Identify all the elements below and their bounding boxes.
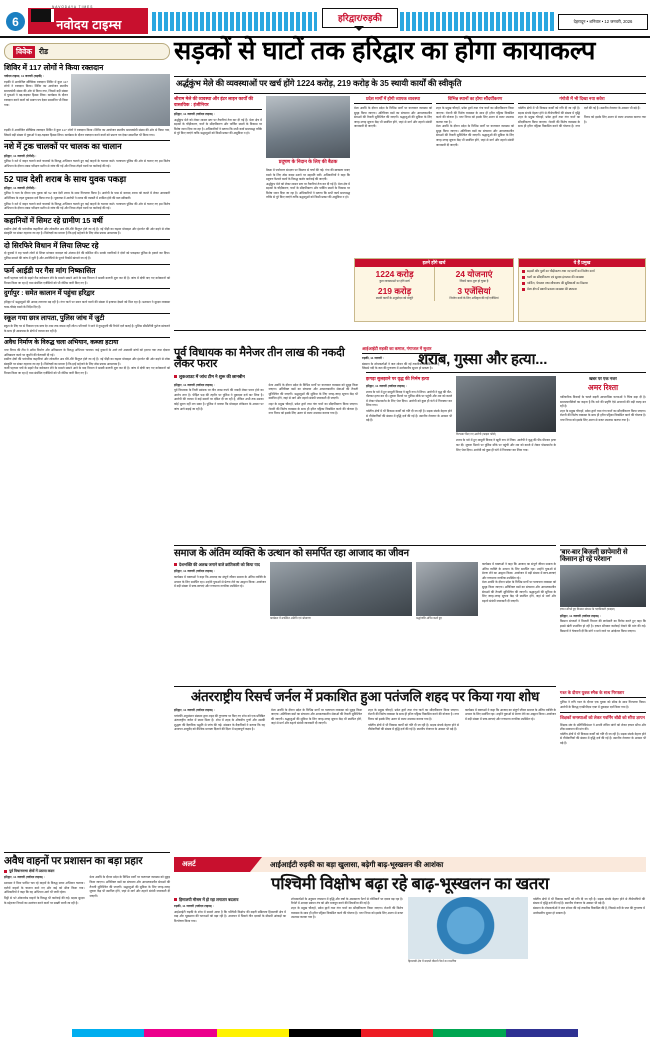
alert-strip-text: आईआईटी रुड़की का बड़ा खुलासा, बढ़ेगी बाढ़-भूस्खलन की आशंका: [270, 860, 444, 869]
lead-col4-text: शहर के प्रमुख चौराहों, प्रवेश द्वारों तथा गंगा घाटों का सौंदर्यीकरण किया जाएगा। रोशनी की विशेष व्यवस्था के साथ ही हरित पट्टिका विकसित करने की योजना है। नगर निगम को इसके लिए अलग से बजट उपलब्ध कराया गया है।: [436, 106, 514, 124]
story-patanjali-text-b: मेला अवधि के दौरान प्रदेश के विभिन्न मार्गों पर यातायात व्यवस्था को सुदृढ़ किया जाएगा। अतिरिक्त बसों का संचालन और आपातकालीन सेवाओं की तैनाती सुनिश्चित की जाएगी। श्रद्धालुओं की सुविधा के लिए जगह-जगह सूचना केंद्र भी स्थापित होंगे, जहां से मार्ग और ठहरने संबंधी जानकारी दी जाएगी।: [271, 707, 362, 726]
story-bijli-text: किसान संगठनों ने बिजली विभाग की छापेमारी का विरोध करते हुए कहा कि इससे खेती प्रभावित हो रही है। ज्ञापन सौंपकर कार्रवाई रोकने की मांग की गई। किसानों ने चेतावनी दी कि मांगें न माने जाने पर आंदोलन किया जाएगा।: [560, 619, 646, 633]
bullet-icon: [522, 288, 525, 291]
story-samaj-caption-1: कार्यक्रम में उपस्थित अतिथि एवं श्रोतागण: [270, 616, 311, 621]
number-caption-0: कुल व्यवस्थाओं पर होंगे खर्च: [379, 279, 410, 284]
lead-col2-text: बैठक में पर्यावरण संरक्षण पर विस्तार से चर्चा की गई। गंगा की स्वच्छता बनाए रखने के लिए ठोस कदम उठाने पर सहमति बनी। अधिकारियों ने कहा कि प्रदूषण फैलाने वालों के विरुद्ध कठोर कार्रवाई की जाएगी।: [266, 167, 350, 182]
story-samaj-text: कार्यक्रम में वक्ताओं ने कहा कि आजाद का संपूर्ण जीवन समाज के अंतिम व्यक्ति के उत्थान के लिए समर्पित रहा। उन्होंने युवाओं से प्रेरणा लेने का आह्वान किया। आयोजन में बड़ी संख्या में छात्र-छात्राएं और गणमान्य नागरिक उपस्थित रहे।: [174, 575, 266, 589]
story-bijli: [560, 549, 646, 634]
story-samaj-bullet: देशभक्ति की अलख जगाने वाले क्रांतिकारी को किया याद: [179, 562, 260, 568]
bullet-icon: [174, 898, 177, 901]
story-samaj-photo-1: [270, 562, 412, 616]
story-patanjali-text-e: कार्यक्रम में वक्ताओं ने कहा कि आजाद का संपूर्ण जीवन समाज के अंतिम व्यक्ति के उत्थान के लिए समर्पित रहा। उन्होंने युवाओं से प्रेरणा लेने का आह्वान किया। आयोजन में बड़ी संख्या में छात्र-छात्राएं और गणमान्य नागरिक उपस्थित रहे।: [465, 707, 556, 721]
story-sharab-right-title: अमर रिश्ता: [587, 383, 619, 392]
story-sharab-dateline: हरिद्वार, 11 जनवरी (नवोदय टाइम्स) :: [366, 383, 407, 388]
left-story6-headline: फर्म आईडी पर गैस मांग निष्कासित: [4, 265, 96, 275]
cmyk-swatch: [144, 1029, 216, 1037]
story-patanjali-dateline: हरिद्वार, 11 जनवरी (नवोदय टाइम्स) :: [174, 707, 215, 712]
story-sharab-photo-caption: गिरफ्तार किए गए आरोपी (फाइल फोटो): [456, 432, 496, 436]
lead-photo: [266, 96, 350, 158]
left-story2-dateline: हरिद्वार, 11 जनवरी (ऐजेंसी) :: [4, 153, 37, 158]
story-mla-bullet: लुकआउट में जांच टीम ने शुरू की छानबीन: [179, 373, 245, 379]
story-samaj-photo-2: [416, 562, 478, 616]
lead-col1-text: अर्द्धकुंभ मेले को लेकर शासन स्तर पर तैयारियां तेज कर दी गई हैं। मेला क्षेत्र में सड़कों के चौड़ीकरण, घाटों के सौंदर्यीकरण और पार्किंग स्थलों के विकास पर विशेष ध्यान दिया जा रहा है। अधिकारियों ने बताया कि सभी कार्य समयबद्ध तरीके से पूरे किए जाएंगे ताकि श्रद्धालुओं को किसी प्रकार की असुविधा न हो।: [174, 117, 262, 136]
story-alert-text-3: पर्वतीय क्षेत्रों में भी विकास कार्यों को गति दी जा रही है। सड़क संपर्क बेहतर होने से तीर्थयात्रियों की संख्या में वृद्धि दर्ज की गई है। स्थानीय रोजगार के अवसर भी बढ़े हैं।: [533, 896, 645, 906]
story-iit-kicker: आईआईटी रुड़की का कमाल, गंगाजल में सुधार: [362, 346, 440, 354]
cmyk-registration-bar: [0, 1029, 650, 1037]
lead-col5-text-b: शहर के प्रमुख चौराहों, प्रवेश द्वारों तथा गंगा घाटों का सौंदर्यीकरण किया जाएगा। रोशनी की विशेष व्यवस्था के साथ ही हरित पट्टिका विकसित करने की योजना है। नगर निगम को इसके लिए अलग से बजट उपलब्ध कराया गया है।: [518, 115, 646, 129]
story-sharab-right-kicker: खबर पर एक नजर: [589, 376, 617, 381]
lead-headline: सड़कों से घाटों तक हरिद्वार का होगा कायाकल्प: [174, 37, 596, 65]
story-vehicles: [4, 856, 170, 905]
section-divider-5: [4, 852, 170, 853]
logo-title: नवोदय टाइम्स: [56, 18, 122, 32]
lead-col-1: [174, 96, 262, 137]
alert-tag: अलर्ट: [174, 857, 250, 872]
numbers-panel: [354, 258, 514, 322]
left-story1-photo: [71, 74, 170, 126]
story-samaj-headline: समाज के अंतिम व्यक्ति के उत्थान को समर्पित रहा आजाद का जीवन: [174, 548, 409, 559]
story-mla-text: पूर्व विधायक के निजी प्रबंधक पर तीन लाख रुपये की नकदी लेकर फरार होने का आरोप लगा है। पीड़ित पक्ष की तहरीर पर पुलिस ने मुकदमा दर्ज कर लिया है। आरोपी की तलाश में कई स्थानों पर दबिश दी जा रही है, लेकिन अभी तक उसका कोई सुराग नहीं लग सका है। पुलिस ने बताया कि मोबाइल लोकेशन के आधार पर जांच आगे बढ़ाई जा रही है।: [174, 388, 264, 411]
story-alert-text: आईआईटी रुड़की के शोध में सामने आया है कि पश्चिमी विक्षोभ की बढ़ती सक्रियता हिमालयी क्षेत्र में बाढ़ और भूस्खलन की घटनाओं को बढ़ा रही है। अध्ययन में पिछले तीन दशकों के मौसमी आंकड़ों का विश्लेषण किया गया।: [174, 909, 286, 923]
lead-col1-kicker: श्रीराम मेले की व्यवस्था और इंटर लाइन कार्यों की वास्तविक : इंजीनियर: [174, 96, 262, 110]
story-vehicles-dateline: हरिद्वार, 11 जनवरी (नवोदय टाइम्स) :: [4, 875, 45, 880]
story-mla-headline: पूर्व विधायक का मैनेजर तीन लाख की नकदी लेकर फरार: [174, 347, 345, 371]
lead-col3-text: मेला अवधि के दौरान प्रदेश के विभिन्न मार्गों पर यातायात व्यवस्था को सुदृढ़ किया जाएगा। अतिरिक्त बसों का संचालन और आपातकालीन सेवाओं की तैनाती सुनिश्चित की जाएगी। श्रद्धालुओं की सुविधा के लिए जगह-जगह सूचना केंद्र भी स्थापित होंगे, जहां से मार्ग और ठहरने संबंधी जानकारी दी जाएगी।: [354, 106, 432, 129]
lead-subheadline: अर्द्धकुंभ मेले की व्यवस्थाओं पर खर्च होंगे 1224 करोड़, 219 करोड़ के 35 स्थायी कार्यों की स्वीकृति: [176, 78, 462, 88]
checklist-item-2: पार्किंग, पेयजल तथा शौचालय की सुविधाओं का विस्तार: [527, 280, 588, 285]
story-sharab-right: [560, 376, 646, 422]
section-divider-4: [174, 686, 556, 687]
story-sharab-headline: शराब, गुस्सा और हत्या...: [418, 351, 548, 368]
story-alert-headline: पश्चिमी विक्षोभ बढ़ा रहे बाढ़-भूस्खलन का खतरा: [271, 875, 549, 893]
left-story1-text: रुड़की में आयोजित स्वैच्छिक रक्तदान शिविर में कुल 117 लोगों ने रक्तदान किया। शिविर का आयोजन स्थानीय समाजसेवी संस्था की ओर से किया गया, जिसमें बड़ी संख्या में युवाओं ने बढ़-चढ़कर हिस्सा लिया। कार्यक्रम के दौरान रक्तदान करने वालों को प्रमाण पत्र देकर सम्मानित भी किया गया।: [4, 79, 68, 107]
bullet-icon: [522, 276, 525, 279]
left-story2-headline: नशे में ट्रक चालकों पर चालक का चालान: [4, 142, 122, 152]
cmyk-swatch: [578, 1029, 650, 1037]
cmyk-swatch: [506, 1029, 578, 1037]
lead-col1-dateline: हरिद्वार, 11 जनवरी (नवोदय टाइम्स) :: [174, 111, 215, 116]
story-iit-text: संस्थान के शोधकर्ताओं ने जल शोधन की नई तकनीक विकसित की है, जिससे नदी के जल की गुणवत्ता में उल्लेखनीय सुधार हो सकता है।: [362, 361, 440, 371]
story-student-kicker: शिक्षकों समस्याओं को लेकर गवर्निंग बॉडी को सौंपा ज्ञापन: [560, 715, 645, 721]
number-value-3: 3 एजेंसियां: [457, 286, 491, 297]
story-bijli-photo-caption: ज्ञापन सौंपते हुए किसान संगठन के पदाधिकारी (फाइल): [560, 607, 615, 612]
vivek-label: रीड: [39, 46, 49, 56]
story-vehicles-text-3: मेला अवधि के दौरान प्रदेश के विभिन्न मार्गों पर यातायात व्यवस्था को सुदृढ़ किया जाएगा। अतिरिक्त बसों का संचालन और आपातकालीन सेवाओं की तैनाती सुनिश्चित की जाएगी। श्रद्धालुओं की सुविधा के लिए जगह-जगह सूचना केंद्र भी स्थापित होंगे, जहां से मार्ग और ठहरने संबंधी जानकारी दी जाएगी।: [89, 875, 170, 898]
left-story7-text: हरिद्वार में श्रद्धालुओं की आमद लगातार बढ़ रही है। गंगा घाटों पर स्नान करने वालों की संख्या में इजाफा देखने को मिल रहा है। प्रशासन ने सुरक्षा व्यवस्था चाक-चौबंद रखने के निर्देश दिए हैं।: [4, 300, 170, 309]
story-samaj-caption-2: श्रद्धांजलि अर्पित करते हुए: [416, 616, 442, 621]
lead-photo-caption: प्रदूषण के निदान के लिए की बैठक: [278, 160, 338, 165]
left-story3-text-b: पुलिस ने नशे में वाहन चलाने वाले चालकों के विरुद्ध अभियान चलाते हुए कई वाहनों के चालान काटे। यातायात पुलिस की ओर से चलाए गए इस विशेष अभियान के दौरान श्वास परीक्षण मशीन से जांच की गई और नियम तोड़ने वालों पर कार्रवाई की गई।: [4, 201, 170, 211]
checklist-item-1: घाटों का सौंदर्यीकरण एवं सुरक्षा इंतजाम की व्यवस्था: [527, 275, 584, 280]
story-vehicles-text: प्रशासन ने बिना परमिट चल रहे वाहनों के विरुद्ध सघन अभियान चलाया। दर्जनों वाहनों के चालान काटे गए और कई को सीज किया गया। अधिकारियों ने कहा कि यह अभियान आगे भी जारी रहेगा।: [4, 881, 85, 895]
left-story9-text-b: ग्रामीण क्षेत्रों की पारंपरिक कहानियां और लोकगीत अब धीरे-धीरे विलुप्त होते जा रहे हैं। नई पीढ़ी का रुझान मोबाइल और इंटरनेट की ओर बढ़ने से लोक संस्कृति पर संकट गहराता जा रहा है। विशेषज्ञों का मानना है कि इन्हें सहेजने के लिए ठोस प्रयास आवश्यक हैं।: [4, 357, 170, 366]
story-patanjali-headline: अंतरराष्ट्रीय रिसर्च जर्नल में प्रकाशित हुआ पतंजलि शहद पर किया गया शोध: [190, 689, 540, 704]
vivek-tag: विवेक: [13, 46, 35, 58]
story-mla-dateline: हरिद्वार, 11 जनवरी (नवोदय टाइम्स) :: [174, 382, 215, 387]
cmyk-swatch: [361, 1029, 433, 1037]
story-arrest-text: पुलिस ने रात्रि गश्त के दौरान एक युवक को स्मैक के साथ गिरफ्तार किया। आरोपी के विरुद्ध एनडीपीएस एक्ट में मुकदमा दर्ज किया गया है।: [560, 699, 646, 709]
story-mla-text-b: मेला अवधि के दौरान प्रदेश के विभिन्न मार्गों पर यातायात व्यवस्था को सुदृढ़ किया जाएगा। अतिरिक्त बसों का संचालन और आपातकालीन सेवाओं की तैनाती सुनिश्चित की जाएगी। श्रद्धालुओं की सुविधा के लिए जगह-जगह सूचना केंद्र भी स्थापित होंगे, जहां से मार्ग और ठहरने संबंधी जानकारी दी जाएगी।: [268, 382, 358, 401]
decorative-bars-right: [400, 12, 555, 31]
story-vehicles-text-2: मिट्टी से भरे ओवरलोड वाहनों के विरुद्ध भी कार्रवाई की गई। सड़क सुरक्षा के मद्देनजर नियमों का उल्लंघन करने वालों पर सख्ती बरती जा रही है।: [4, 896, 85, 905]
logo-subtitle: NAVODAYA TIMES: [52, 5, 94, 9]
number-value-1: 219 करोड़: [377, 286, 412, 297]
story-alert-dateline: रुड़की, 11 जनवरी (नवोदय टाइम्स) :: [174, 904, 215, 909]
left-story1-headline: शिविर में 117 लोगों ने किया रक्तदान: [4, 63, 104, 72]
story-sharab-right-text-b: शहर के प्रमुख चौराहों, प्रवेश द्वारों तथा गंगा घाटों का सौंदर्यीकरण किया जाएगा। रोशनी की विशेष व्यवस्था के साथ ही हरित पट्टिका विकसित करने की योजना है। नगर निगम को इसके लिए अलग से बजट उपलब्ध कराया गया है।: [560, 408, 646, 422]
left-story8-text: स्कूल के लिए घर से निकला एक छात्र देर शाम तक वापस नहीं लौटा। परिजनों ने थाने में गुमशुदगी की रिपोर्ट दर्ज कराई है। पुलिस सीसीटीवी फुटेज खंगालने के साथ ही आसपास के क्षेत्रों में तलाश कर रही है।: [4, 324, 170, 333]
cmyk-swatch: [289, 1029, 361, 1037]
left-story4-text: ग्रामीण क्षेत्रों की पारंपरिक कहानियां और लोकगीत अब धीरे-धीरे विलुप्त होते जा रहे हैं। नई पीढ़ी का रुझान मोबाइल और इंटरनेट की ओर बढ़ने से लोक संस्कृति पर संकट गहराता जा रहा है। विशेषज्ञों का मानना है कि इन्हें सहेजने के लिए ठोस प्रयास आवश्यक हैं।: [4, 226, 170, 236]
left-story7-headline: दुर्गापुर : समेत कालान में पहुंचा हरिद्वार: [4, 290, 95, 298]
lead-col3-kicker: प्रदेश मार्गों में होगी व्यापक व्यवस्था: [354, 96, 432, 104]
number-caption-1: स्थायी कार्यों के अनुमोदन को मंजूरी: [375, 296, 414, 301]
date-line: देहरादून • शनिवार • 12 जनवरी, 2026: [558, 14, 648, 30]
bullet-icon: [522, 270, 525, 273]
lead-col-5: [518, 96, 646, 129]
story-arrest: [560, 690, 646, 745]
story-sharab-right-text: पारिवारिक विवादों के चलते बढ़ती आपराधिक घटनाओं ने चिंता बढ़ा दी है। समाजशास्त्रियों का कहना है कि नशे की प्रवृत्ति ऐसे अपराधों की बड़ी वजह बन रही है।: [560, 395, 646, 409]
bullet-icon: [522, 282, 525, 285]
story-alert-text-3b: संस्थान के शोधकर्ताओं ने जल शोधन की नई तकनीक विकसित की है, जिससे नदी के जल की गुणवत्ता में उल्लेखनीय सुधार हो सकता है।: [533, 905, 645, 915]
number-caption-3: निर्माण कार्य के लिए अधिकृत की गईं एजेंसियां: [449, 296, 499, 301]
cmyk-swatch: [217, 1029, 289, 1037]
lead-col5-text: पर्वतीय क्षेत्रों में भी विकास कार्यों को गति दी जा रही है। सड़क संपर्क बेहतर होने से तीर्थयात्रियों की संख्या में वृद्धि दर्ज की गई है। स्थानीय रोजगार के अवसर भी बढ़े हैं।: [518, 106, 641, 115]
story-samaj: [174, 549, 556, 621]
story-patanjali-text-c: शहर के प्रमुख चौराहों, प्रवेश द्वारों तथा गंगा घाटों का सौंदर्यीकरण किया जाएगा। रोशनी की विशेष व्यवस्था के साथ ही हरित पट्टिका विकसित करने की योजना है। नगर निगम को इसके लिए अलग से बजट उपलब्ध कराया गया है।: [368, 707, 459, 721]
left-story2-text: पुलिस ने नशे में वाहन चलाने वाले चालकों के विरुद्ध अभियान चलाते हुए कई वाहनों के चालान काटे। यातायात पुलिस की ओर से चलाए गए इस विशेष अभियान के दौरान श्वास परीक्षण मशीन से जांच की गई और नियम तोड़ने वालों पर कार्रवाई की गई।: [4, 159, 170, 169]
lead-col-photo: [266, 96, 350, 200]
story-alert-globe-image: [408, 897, 528, 959]
section-divider-2: [174, 545, 556, 546]
story-student-text-b: पर्वतीय क्षेत्रों में भी विकास कार्यों को गति दी जा रही है। सड़क संपर्क बेहतर होने से तीर्थयात्रियों की संख्या में वृद्धि दर्ज की गई है। स्थानीय रोजगार के अवसर भी बढ़े हैं।: [560, 731, 646, 745]
checklist-panel-header: ये हैं प्रमुख: [519, 259, 645, 267]
left-story1-text-cont: रुड़की में आयोजित स्वैच्छिक रक्तदान शिविर में कुल 117 लोगों ने रक्तदान किया। शिविर का आयोजन स्थानीय समाजसेवी संस्था की ओर से किया गया, जिसमें बड़ी संख्या में युवाओं ने बढ़-चढ़कर हिस्सा लिया। कार्यक्रम के दौरान रक्तदान करने वालों को प्रमाण पत्र देकर सम्मानित भी किया गया।: [4, 127, 170, 137]
left-story4-headline: कहानियों में सिमट रहे ग्रामीण 15 वर्षी: [4, 215, 103, 225]
story-sharab-subhead: झगड़ा सुलझाने पर वृद्ध की निर्मम हत्या: [366, 376, 430, 381]
cmyk-swatch: [0, 1029, 72, 1037]
left-story1-dateline: नवोदय टाइम्स, 11 जनवरी (रुड़की) :: [4, 73, 45, 78]
story-vehicles-bullet: पूर्व विधानसभा क्षेत्रों में उठाया कदम: [9, 868, 55, 873]
story-samaj-text-b: कार्यक्रम में वक्ताओं ने कहा कि आजाद का संपूर्ण जीवन समाज के अंतिम व्यक्ति के उत्थान के लिए समर्पित रहा। उन्होंने युवाओं से प्रेरणा लेने का आह्वान किया। आयोजन में बड़ी संख्या में छात्र-छात्राएं और गणमान्य नागरिक उपस्थित रहे।: [482, 562, 556, 580]
story-iit-dateline: रुड़की, 11 जनवरी :: [362, 355, 384, 360]
story-patanjali-text-d: पर्वतीय क्षेत्रों में भी विकास कार्यों को गति दी जा रही है। सड़क संपर्क बेहतर होने से तीर्थयात्रियों की संख्या में वृद्धि दर्ज की गई है। स्थानीय रोजगार के अवसर भी बढ़े हैं।: [368, 722, 459, 732]
story-alert-bullet: हिमालयी मौसम में हो रहा लगातार बदलाव: [179, 896, 239, 902]
story-bijli-headline: 'बार-बार बिजली छापेमारी से किसान हो रहे परेशान': [560, 549, 628, 564]
number-caption-2: जिनमें काम शुरू हो चुका है: [459, 279, 489, 284]
cmyk-swatch: [72, 1029, 144, 1037]
story-sharab-photo-text: शराब के नशे में हुए मामूली विवाद ने खूनी रूप ले लिया। आरोपी ने वृद्ध की पीट-पीटकर हत्या कर दी। सूचना मिलने पर पुलिस मौके पर पहुंची और शव को कब्जे में लेकर पोस्टमार्टम के लिए भेज दिया। आरोपी को कुछ ही घंटों में गिरफ्तार कर लिया गया।: [456, 438, 556, 452]
story-mla-text-c: शहर के प्रमुख चौराहों, प्रवेश द्वारों तथा गंगा घाटों का सौंदर्यीकरण किया जाएगा। रोशनी की विशेष व्यवस्था के साथ ही हरित पट्टिका विकसित करने की योजना है। नगर निगम को इसके लिए अलग से बजट उपलब्ध कराया गया है।: [268, 402, 358, 416]
lead-col4-kicker: विभिन्न स्थानों का होगा सौंदर्यीकरण: [436, 96, 514, 104]
checklist-item-3: मेला क्षेत्र में स्थायी प्रकाश व्यवस्था की स्थापना: [527, 286, 577, 291]
left-column: [4, 64, 170, 375]
story-mla: [174, 348, 358, 416]
story-patanjali-text: पतंजलि अनुसंधान संस्थान द्वारा शहद की गुणवत्ता पर किए गए शोध को एक प्रतिष्ठित अंतरराष्ट्रीय जर्नल में स्थान मिला है। शोध में शहद के औषधीय गुणों और उसकी शुद्धता की वैज्ञानिक पद्धति से जांच की गई। संस्थान के वैज्ञानिकों ने बताया कि यह अध्ययन आयुर्वेद को वैश्विक मान्यता दिलाने की दिशा में महत्वपूर्ण कदम है।: [174, 713, 265, 732]
left-story8-headline: स्कूल गया छात्र लापता, पुलिस जांच में जुटी: [4, 314, 105, 322]
checklist-panel: [518, 258, 646, 322]
story-sharab-photo: [456, 376, 556, 432]
page-number-badge: 6: [6, 12, 25, 31]
story-bijli-dateline: हरिद्वार, 11 जनवरी (नवोदय टाइम्स) :: [560, 613, 601, 618]
lead-col-4: [436, 96, 514, 147]
vivek-reed-badge: [4, 43, 170, 60]
bullet-icon: [174, 563, 177, 566]
left-story9-text: नगर निगम की टीम ने अवैध निर्माण और अतिक्रमण के विरुद्ध अभियान चलाया। कई दुकानों के आगे लगे अस्थायी ढांचों को हटाया गया तथा दोबारा अतिक्रमण करने पर जुर्माने की चेतावनी दी गई।: [4, 348, 170, 357]
story-sharab-rule: [366, 372, 646, 373]
story-sharab-text-b: पर्वतीय क्षेत्रों में भी विकास कार्यों को गति दी जा रही है। सड़क संपर्क बेहतर होने से तीर्थयात्रियों की संख्या में वृद्धि दर्ज की गई है। स्थानीय रोजगार के अवसर भी बढ़े हैं।: [366, 409, 452, 423]
story-vehicles-headline: अवैध वाहनों पर प्रशासन का बड़ा प्रहार: [4, 855, 143, 867]
story-student-text: शिक्षक संघ के प्रतिनिधिमंडल ने अपनी लंबित मांगों को लेकर ज्ञापन सौंपा और शीघ्र समाधान की मांग की।: [560, 722, 646, 732]
story-patanjali: [174, 690, 556, 732]
left-story3-text: पुलिस ने गश्त के दौरान एक युवक को 52 पाव देशी शराब के साथ गिरफ्तार किया है। आरोपी के पास से बरामद शराब को कब्जे में लेकर आबकारी अधिनियम के तहत मुकदमा दर्ज किया गया है। पूछताछ में आरोपी ने शराब की तस्करी में शामिल होने की बात स्वीकारी।: [4, 191, 170, 200]
lead-col5-kicker: गंगोत्री में भी दिखा नया सवेरा: [518, 96, 646, 104]
lead-col-3: [354, 96, 432, 129]
newspaper-logo: [28, 8, 148, 34]
number-value-2: 24 योजनाएं: [455, 269, 493, 280]
number-value-0: 1224 करोड़: [375, 269, 414, 280]
section-divider-3: [560, 545, 646, 546]
story-alert-globe-caption: हिमालयी क्षेत्र में बदलते मौसमी पैटर्न का मानचित्र: [408, 958, 457, 963]
story-sharab-text: शराब के नशे में हुए मामूली विवाद ने खूनी रूप ले लिया। आरोपी ने वृद्ध की पीट-पीटकर हत्या कर दी। सूचना मिलने पर पुलिस मौके पर पहुंची और शव को कब्जे में लेकर पोस्टमार्टम के लिए भेज दिया। आरोपी को कुछ ही घंटों में गिरफ्तार कर लिया गया।: [366, 389, 452, 408]
masthead: [0, 6, 650, 36]
story-alert-text-2: शोधकर्ताओं के अनुसार तापमान में वृद्धि और वर्षा के असामान्य पैटर्न से ग्लेशियरों पर दबाव बढ़ रहा है। रिपोर्ट में आपदा प्रबंधन तंत्र को और मजबूत करने की सिफारिश की गई है।: [291, 896, 403, 906]
story-sharab-left: [366, 376, 452, 424]
story-bijli-photo: [560, 565, 646, 607]
story-sharab-photo-col: [456, 376, 556, 452]
decorative-bars-left: [152, 12, 317, 31]
bullet-icon: [4, 870, 7, 873]
cmyk-swatch: [433, 1029, 505, 1037]
section-divider-1: [174, 330, 646, 331]
alert-strip: [174, 857, 646, 872]
story-sharab: [366, 352, 646, 367]
story-samaj-dateline: हरिद्वार, 11 जनवरी (नवोदय टाइम्स) :: [174, 569, 215, 574]
left-story9-headline: अवैध निर्माण के विरुद्ध चला अभियान, कब्जा हटाया: [4, 338, 119, 346]
lead-col4-text-b: मेला अवधि के दौरान प्रदेश के विभिन्न मार्गों पर यातायात व्यवस्था को सुदृढ़ किया जाएगा। अतिरिक्त बसों का संचालन और आपातकालीन सेवाओं की तैनाती सुनिश्चित की जाएगी। श्रद्धालुओं की सुविधा के लिए जगह-जगह सूचना केंद्र भी स्थापित होंगे, जहां से मार्ग और ठहरने संबंधी जानकारी दी जाएगी।: [436, 124, 514, 147]
left-story3-dateline: हरिद्वार, 11 जनवरी (ऐजेंसी) :: [4, 185, 37, 190]
story-samaj-text-c: मेला अवधि के दौरान प्रदेश के विभिन्न मार्गों पर यातायात व्यवस्था को सुदृढ़ किया जाएगा। अतिरिक्त बसों का संचालन और आपातकालीन सेवाओं की तैनाती सुनिश्चित की जाएगी। श्रद्धालुओं की सुविधा के लिए जगह-जगह सूचना केंद्र भी स्थापित होंगे, जहां से मार्ग और ठहरने संबंधी जानकारी दी जाएगी।: [482, 580, 556, 603]
bullet-icon: [174, 375, 177, 378]
left-story5-headline: दो सिरफिरे विधान में लिया लिफ्ट रहे: [4, 240, 99, 250]
edition-label: हरिद्वार/रुड़की: [322, 8, 398, 28]
left-story6-text: फर्जी पहचान पत्रों के सहारे गैस कनेक्शन लेने के मामले सामने आने के बाद विभाग ने सख्ती बरतनी शुरू कर दी है। जांच में दोषी पाए गए कनेक्शनों को निरस्त किया जा रहा है तथा संबंधित एजेंसियों को भी नोटिस जारी किए गए हैं।: [4, 276, 170, 285]
left-story3-headline: 52 पाव देशी शराब के साथ युवक पकड़ा: [4, 173, 127, 184]
lead-col2-text-b: अर्द्धकुंभ मेले को लेकर शासन स्तर पर तैयारियां तेज कर दी गई हैं। मेला क्षेत्र में सड़कों के चौड़ीकरण, घाटों के सौंदर्यीकरण और पार्किंग स्थलों के विकास पर विशेष ध्यान दिया जा रहा है। अधिकारियों ने बताया कि सभी कार्य समयबद्ध तरीके से पूरे किए जाएंगे ताकि श्रद्धालुओं को किसी प्रकार की असुविधा न हो।: [266, 181, 350, 200]
left-story9-text-c: फर्जी पहचान पत्रों के सहारे गैस कनेक्शन लेने के मामले सामने आने के बाद विभाग ने सख्ती बरतनी शुरू कर दी है। जांच में दोषी पाए गए कनेक्शनों को निरस्त किया जा रहा है तथा संबंधित एजेंसियों को भी नोटिस जारी किए गए हैं।: [4, 366, 170, 375]
left-story5-text: दो युवकों ने राह चलते लोगों से लिफ्ट मांगकर वारदात को अंजाम देने की कोशिश की। सतर्क नागरिकों ने दोनों को पकड़कर पुलिस के हवाले कर दिया। पुलिस मामले की जांच में जुटी है और आरोपियों के पुराने रिकॉर्ड खंगाले जा रहे हैं।: [4, 251, 170, 260]
story-alert: [174, 876, 646, 963]
story-arrest-kicker: गश्त के दौरान युवक स्मैक के साथ गिरफ्तार: [560, 690, 646, 698]
story-alert-text-2b: शहर के प्रमुख चौराहों, प्रवेश द्वारों तथा गंगा घाटों का सौंदर्यीकरण किया जाएगा। रोशनी की विशेष व्यवस्था के साथ ही हरित पट्टिका विकसित करने की योजना है। नगर निगम को इसके लिए अलग से बजट उपलब्ध कराया गया है।: [291, 905, 403, 920]
checklist-item-0: सड़कों और पुलों का चौड़ीकरण तथा नए मार्गों का निर्माण कार्य: [527, 269, 595, 274]
numbers-panel-header: इतने होंगे खर्च: [355, 259, 513, 267]
